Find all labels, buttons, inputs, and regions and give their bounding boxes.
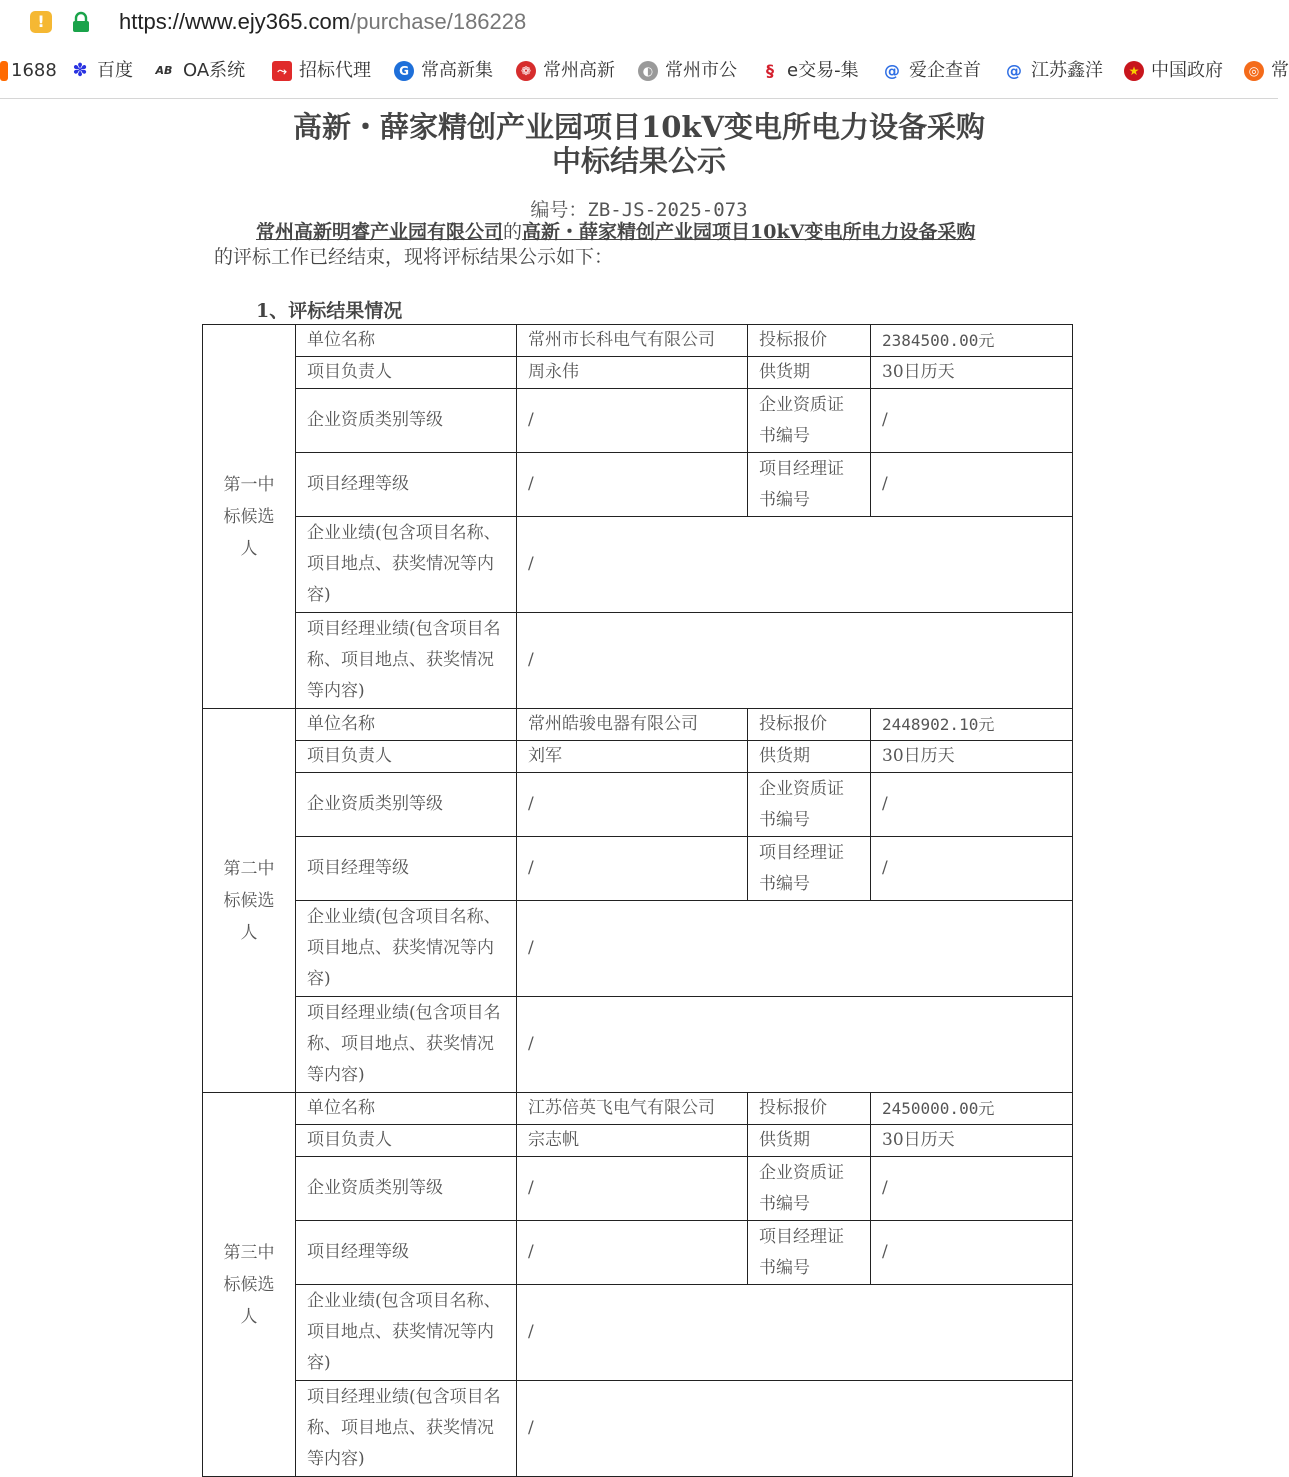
page-title <box>0 110 1278 178</box>
bookmark-label: e交易-集 <box>787 60 859 81</box>
value-cell: / <box>517 1221 748 1285</box>
project-name: 高新・薛家精创产业园项目10kV变电所电力设备采购 <box>522 221 976 243</box>
value-cell: / <box>517 1381 1073 1477</box>
candidate-rank: 第一中标候选人 <box>203 325 296 709</box>
bookmark-oa[interactable] <box>152 44 245 98</box>
company-cell: 常州皓骏电器有限公司 <box>517 709 748 741</box>
label-cell: 项目负责人 <box>296 357 517 389</box>
value-cell: / <box>517 389 748 453</box>
section-title: 1、评标结果情况 <box>256 300 403 322</box>
label-cell: 企业资质类别等级 <box>296 1157 517 1221</box>
1688-icon <box>0 61 8 81</box>
label-cell: 供货期 <box>748 357 871 389</box>
delivery-cell: 30日历天 <box>871 741 1073 773</box>
bookmark-jiangsu-xinyang[interactable] <box>1004 44 1103 98</box>
bid-price-cell: 2448902.10元 <box>871 709 1073 741</box>
label-cell: 项目负责人 <box>296 741 517 773</box>
table-row <box>203 613 1073 709</box>
table-row <box>203 357 1073 389</box>
table-row <box>203 453 1073 517</box>
value-cell: / <box>517 517 1073 613</box>
table-row <box>203 997 1073 1093</box>
label-cell: 项目经理证书编号 <box>748 453 871 517</box>
bid-results-table <box>202 324 1073 1477</box>
bookmark-1688[interactable] <box>0 44 57 98</box>
intro-paragraph <box>214 220 1074 270</box>
ejiaoyi-icon: § <box>766 61 774 80</box>
label-cell: 企业资质类别等级 <box>296 773 517 837</box>
weibo-icon: ◎ <box>1244 61 1264 81</box>
delivery-cell: 30日历天 <box>871 357 1073 389</box>
intro-rest: 的评标工作已经结束，现将评标结果公示如下： <box>214 246 614 268</box>
leader-cell: 周永伟 <box>517 357 748 389</box>
oa-icon: AB <box>155 64 173 77</box>
bookmark-label: 常 <box>1271 60 1289 81</box>
label-cell: 项目经理等级 <box>296 837 517 901</box>
label-cell: 企业资质证书编号 <box>748 389 871 453</box>
label-cell: 项目经理证书编号 <box>748 1221 871 1285</box>
label-cell: 供货期 <box>748 1125 871 1157</box>
bookmark-label: 百度 <box>97 60 133 81</box>
label-cell: 企业业绩(包含项目名称、项目地点、获奖情况等内容) <box>296 1285 517 1381</box>
security-warning-icon[interactable]: ! <box>30 11 52 33</box>
changgaoxin-icon: G <box>394 61 414 81</box>
bookmark-label: 招标代理 <box>299 60 371 81</box>
aiqicha-icon: @ <box>884 61 900 80</box>
leader-cell: 刘军 <box>517 741 748 773</box>
table-row <box>203 773 1073 837</box>
label-cell: 投标报价 <box>748 1093 871 1125</box>
label-cell: 企业资质证书编号 <box>748 1157 871 1221</box>
table-row <box>203 1381 1073 1477</box>
value-cell: / <box>871 389 1073 453</box>
label-cell: 项目经理业绩(包含项目名称、项目地点、获奖情况等内容) <box>296 997 517 1093</box>
label-cell: 单位名称 <box>296 325 517 357</box>
label-cell: 企业业绩(包含项目名称、项目地点、获奖情况等内容) <box>296 901 517 997</box>
table-row <box>203 709 1073 741</box>
label-cell: 项目经理业绩(包含项目名称、项目地点、获奖情况等内容) <box>296 1381 517 1477</box>
label-cell: 项目经理证书编号 <box>748 837 871 901</box>
lock-icon[interactable] <box>72 12 90 32</box>
value-cell: / <box>517 997 1073 1093</box>
bid-price-cell: 2384500.00元 <box>871 325 1073 357</box>
bookmark-changzhou-gaoxin[interactable] <box>516 44 615 98</box>
value-cell: / <box>517 1285 1073 1381</box>
table-row <box>203 901 1073 997</box>
national-emblem-icon: ★ <box>1124 61 1144 81</box>
value-cell: / <box>871 453 1073 517</box>
bookmark-aiqicha[interactable] <box>882 44 981 98</box>
value-cell: / <box>871 1157 1073 1221</box>
bid-price-cell: 2450000.00元 <box>871 1093 1073 1125</box>
bookmark-ejiaoyi[interactable] <box>760 44 859 98</box>
url-text[interactable] <box>119 8 526 36</box>
title-line-2: 中标结果公示 <box>551 144 726 178</box>
label-cell: 项目经理等级 <box>296 453 517 517</box>
table-row <box>203 389 1073 453</box>
delivery-cell: 30日历天 <box>871 1125 1073 1157</box>
table-row <box>203 325 1073 357</box>
candidate-rank: 第二中标候选人 <box>203 709 296 1093</box>
table-row <box>203 1285 1073 1381</box>
bookmark-gov[interactable] <box>1124 44 1223 98</box>
globe-icon: ◐ <box>638 61 658 81</box>
label-cell: 投标报价 <box>748 325 871 357</box>
label-cell: 供货期 <box>748 741 871 773</box>
url-path: /purchase/186228 <box>350 9 527 34</box>
bookmark-zhaobiao[interactable] <box>272 44 371 98</box>
title-line-1: 高新・薛家精创产业园项目10kV变电所电力设备采购 <box>293 110 985 144</box>
value-cell: / <box>871 837 1073 901</box>
table-row <box>203 1125 1073 1157</box>
bookmark-changgaoxin[interactable] <box>394 44 493 98</box>
value-cell: / <box>517 1157 748 1221</box>
bookmark-label: 常高新集 <box>421 60 493 81</box>
aiqicha-icon: @ <box>1006 61 1022 80</box>
value-cell: / <box>517 901 1073 997</box>
label-cell: 项目负责人 <box>296 1125 517 1157</box>
document-code: 编号：ZB-JS-2025-073 <box>530 199 748 221</box>
bookmark-label: 中国政府 <box>1151 60 1223 81</box>
table-row <box>203 837 1073 901</box>
value-cell: / <box>871 773 1073 837</box>
label-cell: 单位名称 <box>296 709 517 741</box>
bookmark-label: 1688 <box>11 60 57 81</box>
bookmark-weibo[interactable] <box>1244 44 1289 98</box>
baidu-paw-icon: ✽ <box>72 60 88 81</box>
label-cell: 单位名称 <box>296 1093 517 1125</box>
table-row <box>203 1221 1073 1285</box>
label-cell: 企业资质类别等级 <box>296 389 517 453</box>
bookmark-label: 常州市公 <box>665 60 737 81</box>
bookmarks-bar <box>0 44 1289 99</box>
label-cell: 企业业绩(包含项目名称、项目地点、获奖情况等内容) <box>296 517 517 613</box>
bookmark-label: 爱企查首 <box>909 60 981 81</box>
emblem-icon: ❁ <box>516 61 536 81</box>
table-row <box>203 741 1073 773</box>
table-row <box>203 517 1073 613</box>
label-cell: 投标报价 <box>748 709 871 741</box>
bookmark-label: OA系统 <box>183 60 246 81</box>
company-cell: 江苏倍英飞电气有限公司 <box>517 1093 748 1125</box>
candidate-rank: 第三中标候选人 <box>203 1093 296 1477</box>
company-cell: 常州市长科电气有限公司 <box>517 325 748 357</box>
intro-joiner: 的 <box>503 221 523 243</box>
purchaser-name: 常州高新明睿产业园有限公司 <box>256 221 504 243</box>
table-row <box>203 1093 1073 1125</box>
bookmark-label: 常州高新 <box>543 60 615 81</box>
value-cell: / <box>517 837 748 901</box>
bookmark-changzhou-shigong[interactable] <box>638 44 737 98</box>
label-cell: 企业资质证书编号 <box>748 773 871 837</box>
label-cell: 项目经理等级 <box>296 1221 517 1285</box>
pdf-icon: ⤳ <box>272 61 292 81</box>
value-cell: / <box>871 1221 1073 1285</box>
address-bar[interactable] <box>0 0 1278 45</box>
bookmark-label: 江苏鑫洋 <box>1031 60 1103 81</box>
table-row <box>203 1157 1073 1221</box>
leader-cell: 宗志帆 <box>517 1125 748 1157</box>
value-cell: / <box>517 453 748 517</box>
label-cell: 项目经理业绩(包含项目名称、项目地点、获奖情况等内容) <box>296 613 517 709</box>
value-cell: / <box>517 773 748 837</box>
bookmark-baidu[interactable] <box>70 44 133 98</box>
url-host: https://www.ejy365.com <box>119 9 351 34</box>
value-cell: / <box>517 613 1073 709</box>
